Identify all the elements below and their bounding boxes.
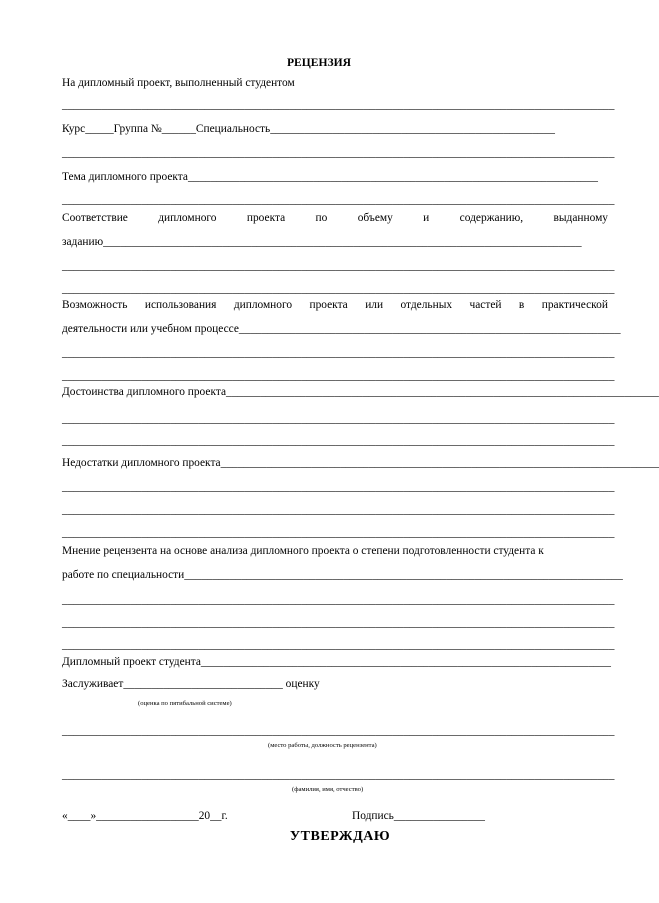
blank-line-13: _________________________________________________________________________________________________ <box>62 594 615 606</box>
work-label: работе по специальности <box>62 569 185 581</box>
blank-line-4: _________________________________________________________________________________________________ <box>62 260 615 272</box>
conformity-word: Соответствие <box>62 212 128 224</box>
grade-word: оценку <box>285 678 320 690</box>
possibility-word: или <box>365 299 384 311</box>
specialty-label: Специальность <box>195 123 271 135</box>
possibility-word: дипломного <box>233 299 293 311</box>
topic-line <box>62 170 608 184</box>
topic-blank: ________________________________________________________________________ <box>187 171 598 183</box>
blank-line-5: _________________________________________________________________________________________________ <box>62 283 615 295</box>
signature-line: Подпись________________ <box>352 810 485 822</box>
merits-label: Достоинства дипломного проекта <box>62 386 227 398</box>
flaws-blank: _____________________________________________________________________________ <box>220 457 659 469</box>
deserves-line <box>62 677 608 691</box>
course-blank: _____ <box>85 123 114 135</box>
deserves-blank: ____________________________ <box>123 678 283 690</box>
student-project-line <box>62 655 611 669</box>
intro-line: На дипломный проект, выполненный студентом <box>62 77 295 89</box>
possibility-word: частей <box>469 299 502 311</box>
approve-heading: УТВЕРЖДАЮ <box>289 829 391 844</box>
assignment-line <box>62 235 608 249</box>
possibility-word: практической <box>541 299 608 311</box>
practice-blank: ___________________________________________________________________ <box>238 323 621 335</box>
blank-line-2: _________________________________________________________________________________________________ <box>62 147 615 159</box>
course-group-specialty-line <box>62 122 608 136</box>
merits-line <box>62 385 659 399</box>
assignment-label: заданию <box>62 236 104 248</box>
possibility-word: Возможность <box>62 299 128 311</box>
student-project-blank: ________________________________________________________________________ <box>200 656 611 668</box>
blank-line-10: _________________________________________________________________________________________________ <box>62 481 615 493</box>
blank-line-8: _________________________________________________________________________________________________ <box>62 413 615 425</box>
conformity-word: по <box>315 212 328 224</box>
conformity-word: дипломного <box>158 212 217 224</box>
blank-line-3: _________________________________________________________________________________________________ <box>62 194 615 206</box>
conformity-word: проекта <box>246 212 286 224</box>
possibility-word: проекта <box>309 299 348 311</box>
conformity-line <box>62 211 608 225</box>
flaws-line <box>62 456 659 470</box>
conformity-word: объему <box>357 212 393 224</box>
practice-line <box>62 322 621 336</box>
merits-blank: ____________________________________________________________________________ <box>226 386 659 398</box>
student-project-label: Дипломный проект студента <box>62 656 201 668</box>
blank-line-12: _________________________________________________________________________________________________ <box>62 527 615 539</box>
conformity-word: содержанию, <box>459 212 524 224</box>
deserves-label: Заслуживает <box>62 678 124 690</box>
grade-note: (оценка по пятибальной системе) <box>138 700 232 707</box>
work-line <box>62 568 623 582</box>
name-note: (фамилия, имя, отчество) <box>292 786 364 793</box>
blank-line-1: _________________________________________________________________________________________________ <box>62 99 615 111</box>
blank-line-6: _________________________________________________________________________________________________ <box>62 347 615 359</box>
blank-line-14: _________________________________________________________________________________________________ <box>62 617 615 629</box>
blank-line-9: _________________________________________________________________________________________________ <box>62 435 615 447</box>
place-note: (место работы, должность рецензента) <box>268 742 377 749</box>
work-blank: _____________________________________________________________________________ <box>184 569 623 581</box>
possibility-word: в <box>518 299 525 311</box>
page-title: РЕЦЕНЗИЯ <box>286 56 352 69</box>
specialty-blank: __________________________________________________ <box>270 123 555 135</box>
group-label: Группа № <box>113 123 162 135</box>
assignment-blank: ____________________________________________________________________________________ <box>103 236 582 248</box>
name-blank-line: _________________________________________________________________________________________________ <box>62 769 615 781</box>
flaws-label: Недостатки дипломного проекта <box>62 457 221 469</box>
blank-line-11: _________________________________________________________________________________________________ <box>62 504 615 516</box>
practice-label: деятельности или учебном процессе <box>62 323 239 335</box>
blank-line-15: _________________________________________________________________________________________________ <box>62 639 615 651</box>
topic-label: Тема дипломного проекта <box>62 171 188 183</box>
group-blank: ______ <box>161 123 196 135</box>
conformity-word: выданному <box>553 212 608 224</box>
blank-line-7: _________________________________________________________________________________________________ <box>62 370 615 382</box>
possibility-word: отдельных <box>400 299 453 311</box>
place-blank-line: _________________________________________________________________________________________________ <box>62 725 615 737</box>
opinion-line: Мнение рецензента на основе анализа дипломного проекта о степени подготовленности студента к <box>62 545 544 557</box>
possibility-word: использования <box>144 299 217 311</box>
date-line: «____»__________________20__г. <box>62 810 228 822</box>
course-label: Курс <box>62 123 86 135</box>
conformity-word: и <box>423 212 430 224</box>
possibility-line <box>62 298 608 312</box>
